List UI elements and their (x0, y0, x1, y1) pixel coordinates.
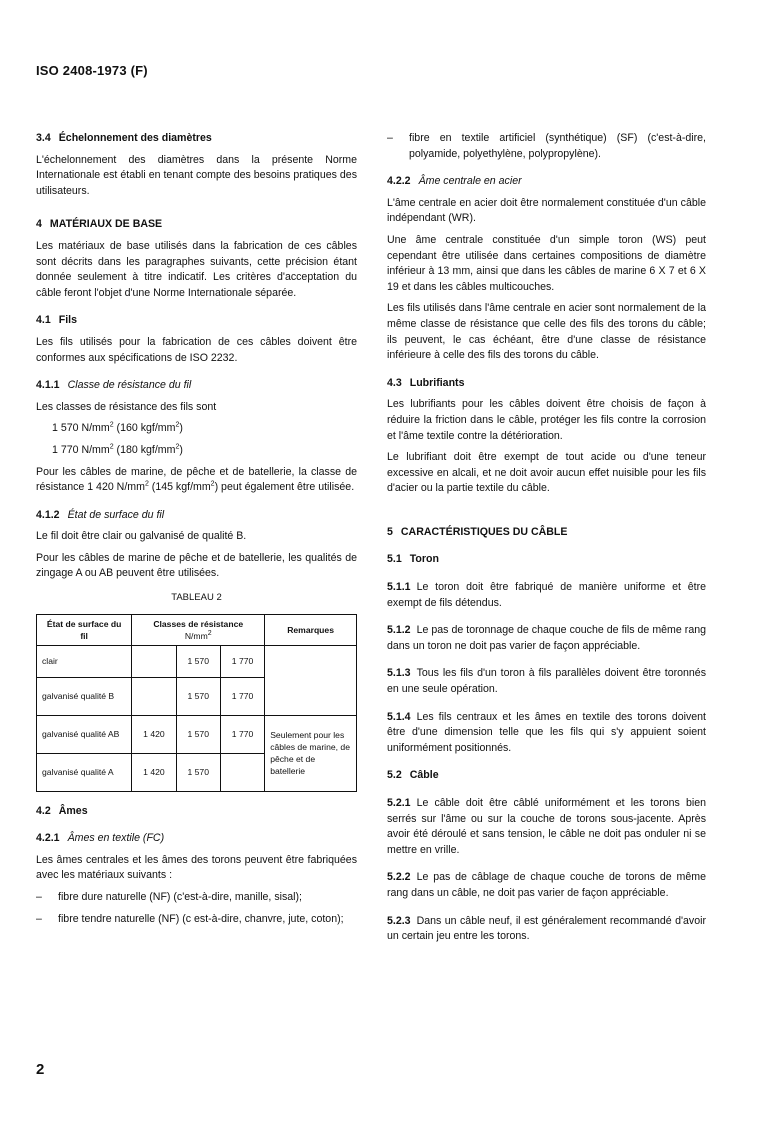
section-number: 4 (36, 218, 42, 231)
marine-strength-text: Pour les câbles de marine, de pêche et de batellerie, la classe de résistance 1 420 $N/mm^2$ (145 kgf/$mm^2$) peut également être utilisée. (36, 465, 357, 494)
section-number: 4.1 (36, 314, 51, 327)
table-cell-1570: 1 570 (176, 677, 220, 715)
section-title: Câble (409, 769, 439, 782)
table-cell-1420 (132, 645, 176, 677)
section-number: 4.2.1 (36, 832, 60, 845)
section-title: CARACTÉRISTIQUES DU CÂBLE (400, 525, 568, 538)
list-item: – fibre dure naturelle (NF) (c'est-à-dire, manille, sisal); (36, 891, 302, 904)
section-4-1-2-heading (36, 508, 357, 524)
right-column (387, 131, 706, 951)
section-number: 4.1.2 (36, 508, 60, 521)
table-cell-1770: 1 770 (220, 677, 264, 715)
paragraph-5-1-4: 5.1.4 Les fils centraux et les âmes en textile des torons doivent être d'une dimension telle que les fils qui s'y appuient soient uniformément positionnés. (387, 710, 706, 754)
section-4-3-heading (387, 376, 706, 392)
section-4-1-1-heading (36, 378, 357, 394)
section-title: Âme centrale en acier (418, 175, 522, 188)
section-number: 4.2 (36, 804, 51, 817)
section-4-2-2-text-2: Une âme centrale constituée d'un simple toron (WS) peut cependant être utilisée dans certaines compositions de diamètre inférieur à 13 mm, ainsi que dans les câbles de marine 6 X 7 et 6 X 19 et dans les câbles multicouches. (387, 233, 706, 293)
table-cell-1770 (220, 753, 264, 791)
section-title: Âmes en textile (FC) (67, 832, 165, 845)
list-item: – fibre tendre naturelle (NF) (c est-à-dire, chanvre, jute, coton); (36, 912, 344, 925)
document-header: ISO 2408-1973 (F) (36, 63, 148, 78)
left-column (36, 131, 357, 933)
table-cell-1420: 1 420 (132, 753, 176, 791)
page-number: 2 (36, 1061, 45, 1078)
strength-class-1770: 1 770 $N/mm^2$ (180 kgf/$mm^2$) (52, 443, 183, 456)
table-cell-1420: 1 420 (132, 715, 176, 753)
section-4-1-2-text-1: Le fil doit être clair ou galvanisé de qualité B. (36, 530, 247, 543)
section-4-1-text: Les fils utilisés pour la fabrication de ces câbles doivent être conformes aux spécifications de ISO 2232. (36, 335, 357, 364)
section-title: Classe de résistance du fil (67, 379, 192, 392)
table-cell-1420 (132, 677, 176, 715)
section-4-2-heading (36, 804, 357, 820)
section-number: 5.1 (387, 553, 402, 566)
section-title: Fils (58, 314, 77, 327)
list-item: – fibre en textile artificiel (synthétique) (SF) (c'est-à-dire, polyamide, polyethylène, polypropylène). (387, 132, 706, 160)
section-4-2-2-heading (387, 174, 706, 190)
section-number: 3.4 (36, 132, 51, 144)
table-header-remarques: Remarques (265, 614, 357, 645)
paragraph-5-2-2: 5.2.2 Le pas de câblage de chaque couche de torons de même rang dans un câble, ne doit pas varier de façon appréciable. (387, 871, 706, 899)
paragraph-5-1-2: 5.1.2 Le pas de toronnage de chaque couche de fils de même rang dans un toron ne doit pas varier de façon appréciable. (387, 624, 706, 652)
section-4-2-2-text-3: Les fils utilisés dans l'âme centrale en acier sont normalement de la même classe de résistance que celle des fils des torons du câble; ils peuvent, le cas échéant, être d'une classe de résistance inférieure à celle des fils des torons du câble. (387, 302, 706, 362)
section-5-1-heading (387, 552, 706, 568)
table-cell-etat: clair (37, 645, 132, 677)
section-number: 5.2 (387, 769, 402, 782)
table-cell-1570: 1 570 (176, 645, 220, 677)
table-header-classes: Classes de résistance $N/mm^2$ (132, 614, 265, 645)
section-3-4-heading (36, 131, 357, 147)
section-4-3-text-2: Le lubrifiant doit être exempt de tout acide ou d'une teneur excessive en alcali, et ne doit avoir aucun effet nuisible pour les fils d'acier ou la partie textile du câble. (387, 451, 706, 495)
table-header-etat: État de surface du fil (37, 614, 132, 645)
section-title: État de surface du fil (67, 508, 165, 521)
section-4-1-heading (36, 313, 357, 329)
section-4-2-2-text-1: L'âme centrale en acier doit être normalement constituée d'un câble indépendant (WR). (387, 196, 706, 225)
table-cell-1570: 1 570 (176, 753, 220, 791)
table-cell-1570: 1 570 (176, 715, 220, 753)
section-4-heading (36, 217, 357, 233)
table-cell-etat: galvanisé qualité B (37, 677, 132, 715)
section-number: 4.1.1 (36, 379, 60, 392)
section-title: MATÉRIAUX DE BASE (49, 218, 163, 231)
table-cell-etat: galvanisé qualité AB (37, 715, 132, 753)
section-number: 4.3 (387, 376, 402, 389)
paragraph-5-2-3: 5.2.3 Dans un câble neuf, il est généralement recommandé d'avoir un certain jeu entre les torons. (387, 914, 706, 943)
section-4-1-1-intro: Les classes de résistance des fils sont (36, 400, 217, 413)
table-cell-remark-empty (265, 645, 357, 715)
section-title: Toron (409, 553, 439, 566)
section-3-4-text: L'échelonnement des diamètres dans la présente Norme Internationale est établi en tenant compte des besoins pratiques des utilisateurs. (36, 153, 357, 197)
section-number: 5 (387, 525, 393, 538)
paragraph-5-2-1: 5.2.1 Le câble doit être câblé uniformément et les torons bien serrés sur l'âme ou sur la couche de torons sous-jacente. Après avoir été déroulé et sans tension, le câble ne doit pas onduler ni se mettre en vrille. (387, 797, 706, 856)
paragraph-5-1-3: 5.1.3 Tous les fils d'un toron à fils parallèles doivent être toronnés en une seule opération. (387, 667, 706, 696)
table-caption: TABLEAU 2 (171, 592, 222, 604)
section-title: Lubrifiants (409, 376, 465, 389)
table-cell-remark: Seulement pour les câbles de marine, de pêche et de batellerie (265, 715, 357, 791)
table-cell-1770: 1 770 (220, 645, 264, 677)
section-4-3-text-1: Les lubrifiants pour les câbles doivent être choisis de façon à réduire la friction dans le câble, protéger les fils contre la corrosion et l'âme textile contre la détérioration. (387, 398, 706, 442)
section-number: 4.2.2 (387, 175, 411, 188)
table-cell-1770: 1 770 (220, 715, 264, 753)
strength-table (36, 614, 357, 792)
table-cell-etat: galvanisé qualité A (37, 753, 132, 791)
section-title: Âmes (58, 804, 88, 817)
strength-class-1570: 1 570 $N/mm^2$ (160 kgf/$mm^2$) (52, 421, 183, 435)
section-4-2-1-heading (36, 831, 357, 847)
section-4-text: Les matériaux de base utilisés dans la fabrication de ces câbles sont décrits dans les paragraphes suivants, cette précision étant donnée seulement à titre indicatif. Les critères d'acceptation du câble feront l'objet d'une Norme Internationale séparée. (36, 239, 357, 299)
section-5-2-heading (387, 768, 706, 784)
section-title: Échelonnement des diamètres (58, 132, 212, 144)
section-4-1-2-text-2: Pour les câbles de marine de pêche et de batellerie, les qualités de zingage A ou AB peuvent être utilisées. (36, 551, 357, 580)
section-5-heading (387, 525, 706, 541)
paragraph-5-1-1: 5.1.1 Le toron doit être fabriqué de manière uniforme et être exempt de fils détendus. (387, 581, 706, 609)
section-4-2-1-text: Les âmes centrales et les âmes des torons peuvent être fabriquées avec les matériaux suivants : (36, 853, 357, 882)
